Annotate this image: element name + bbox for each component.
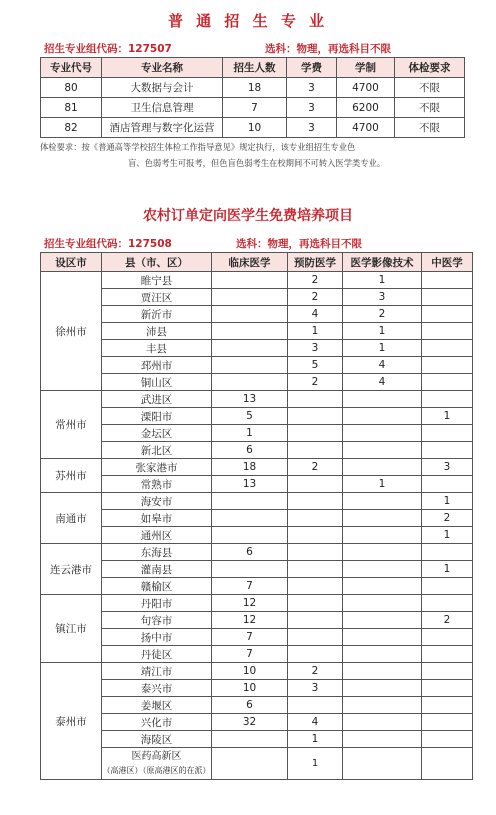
table-cell [343,544,422,561]
table-cell: 7 [212,646,288,663]
rural-medical-table [40,252,473,780]
county-cell: 海安市 [102,493,212,510]
county-cell: 靖江市 [102,663,212,680]
table-cell [422,476,473,493]
table-cell: 3 [288,680,343,697]
county-cell: 金坛区 [102,425,212,442]
table-cell [288,646,343,663]
table-row [41,714,473,731]
table-cell [288,578,343,595]
table-cell [343,459,422,476]
table-cell [343,663,422,680]
note-line-1: 体检要求：按《普通高等学校招生体检工作指导意见》规定执行，该专业组招生专业色 [40,142,356,152]
city-cell: 徐州市 [41,272,102,391]
table-cell [422,357,473,374]
column-header: 学制 [337,58,395,78]
table-row [41,646,473,663]
table-cell [422,544,473,561]
county-cell: 睢宁县 [102,272,212,289]
table-cell: 1 [212,425,288,442]
table-cell [343,646,422,663]
table-row [41,527,473,544]
table-cell: 不限 [395,78,465,98]
table-cell: 酒店管理与数字化运营 [102,118,223,138]
county-cell: 海陵区 [102,731,212,748]
table-cell: 6 [212,697,288,714]
table-cell: 82 [41,118,102,138]
table-cell: 13 [212,476,288,493]
table-cell [422,391,473,408]
table-cell: 2 [288,663,343,680]
table-cell [343,595,422,612]
city-cell: 苏州市 [41,459,102,493]
table-cell: 3 [343,289,422,306]
county-cell: 东海县 [102,544,212,561]
table-row [41,748,473,780]
table-cell: 1 [288,748,343,780]
column-header: 设区市 [41,253,102,272]
table-cell: 2 [288,272,343,289]
county-cell: 兴化市 [102,714,212,731]
table-cell [288,595,343,612]
city-cell: 镇江市 [41,595,102,663]
county-cell: 扬中市 [102,629,212,646]
table-cell: 1 [422,408,473,425]
county-cell: 新沂市 [102,306,212,323]
table-cell [422,680,473,697]
table-cell [212,306,288,323]
column-header: 医学影像技术 [343,253,422,272]
county-cell: 常熟市 [102,476,212,493]
table-cell [212,748,288,780]
note-line-2: 盲、色弱考生可报考，但色盲色弱考生在校期间不可转入医学类专业。 [128,158,386,168]
section1-subjects: 选科：物理，再选科目不限 [265,43,391,55]
city-cell: 南通市 [41,493,102,544]
table-cell: 1 [343,476,422,493]
table-cell: 32 [212,714,288,731]
table-cell [343,731,422,748]
section2-group-code: 招生专业组代码：127508 [44,238,172,250]
table-cell: 18 [223,78,287,98]
section1-title: 普 通 招 生 专 业 [167,12,329,30]
table-cell: 卫生信息管理 [102,98,223,118]
county-cell: 铜山区 [102,374,212,391]
county-cell: 邳州市 [102,357,212,374]
table-cell [212,272,288,289]
table-cell [422,289,473,306]
table-cell [422,323,473,340]
table-row [41,493,473,510]
table-cell [422,340,473,357]
table-cell: 大数据与会计 [102,78,223,98]
section1-group-code: 招生专业组代码：127507 [44,43,172,55]
table-cell [288,493,343,510]
county-cell: 贾汪区 [102,289,212,306]
table-row [41,680,473,697]
table-cell [422,306,473,323]
table-row [41,118,465,138]
county-name: 医药高新区 [131,750,182,762]
table-row [41,578,473,595]
county-subnote: （高港区）（原高港区的在派） [102,765,211,775]
county-cell: 丰县 [102,340,212,357]
table-cell [343,578,422,595]
table-row [41,731,473,748]
table-cell [288,561,343,578]
column-header: 中医学 [422,253,473,272]
section2-subjects: 选科：物理，再选科目不限 [236,238,362,250]
column-header: 体检要求 [395,58,465,78]
table-cell [212,340,288,357]
table-cell: 3 [287,98,337,118]
table-cell [288,476,343,493]
table-cell [343,493,422,510]
table-row [41,323,473,340]
table-cell [343,697,422,714]
table-header-row [41,58,465,78]
table-row [41,595,473,612]
county-cell: 灌南县 [102,561,212,578]
column-header: 专业名称 [102,58,223,78]
table-row [41,459,473,476]
table-cell [212,731,288,748]
table-cell [422,272,473,289]
table-row [41,391,473,408]
table-cell: 6 [212,442,288,459]
table-cell [343,527,422,544]
table-cell [422,731,473,748]
table-cell [288,442,343,459]
table-row [41,442,473,459]
table-row [41,697,473,714]
table-cell [288,510,343,527]
county-cell: 溧阳市 [102,408,212,425]
table-row [41,98,465,118]
table-cell [343,612,422,629]
table-cell [212,323,288,340]
table-cell [212,289,288,306]
county-cell: 姜堰区 [102,697,212,714]
table-cell: 2 [422,510,473,527]
physical-exam-note [40,139,464,171]
table-cell [422,442,473,459]
table-cell: 3 [287,78,337,98]
table-cell: 1 [288,731,343,748]
county-cell: 如皋市 [102,510,212,527]
table-cell: 3 [422,459,473,476]
table-cell: 4 [343,357,422,374]
table-cell [288,697,343,714]
table-cell: 7 [223,98,287,118]
table-cell: 5 [288,357,343,374]
table-cell: 6 [212,544,288,561]
table-row [41,408,473,425]
table-cell [422,748,473,780]
table-cell: 1 [422,493,473,510]
table-cell [343,510,422,527]
column-header: 学费 [287,58,337,78]
table-row [41,476,473,493]
county-cell: 丹徒区 [102,646,212,663]
column-header: 专业代号 [41,58,102,78]
section2-title: 农村订单定向医学生免费培养项目 [143,208,353,224]
table-cell: 10 [212,680,288,697]
table-cell [212,561,288,578]
table-cell [343,629,422,646]
table-cell: 2 [343,306,422,323]
table-cell [422,374,473,391]
table-cell [343,561,422,578]
table-cell: 2 [422,612,473,629]
county-cell: 新北区 [102,442,212,459]
city-cell: 泰州市 [41,663,102,780]
table-cell: 81 [41,98,102,118]
table-cell: 7 [212,578,288,595]
table-cell: 1 [343,340,422,357]
table-cell: 4 [343,374,422,391]
column-header: 预防医学 [288,253,343,272]
table-row [41,306,473,323]
table-row [41,612,473,629]
table-cell: 10 [212,663,288,680]
table-cell: 不限 [395,98,465,118]
county-cell: 通州区 [102,527,212,544]
table-cell: 4 [288,306,343,323]
table-header-row [41,253,473,272]
table-cell [343,714,422,731]
table-cell [288,425,343,442]
table-cell: 3 [287,118,337,138]
table-row [41,289,473,306]
table-cell: 5 [212,408,288,425]
table-cell [288,612,343,629]
table-row [41,510,473,527]
table-cell: 80 [41,78,102,98]
table-cell [422,578,473,595]
table-cell [343,748,422,780]
table-row [41,629,473,646]
table-cell: 7 [212,629,288,646]
table-row [41,374,473,391]
table-cell [422,425,473,442]
table-cell: 18 [212,459,288,476]
table-row [41,340,473,357]
county-cell: 武进区 [102,391,212,408]
table-cell [343,408,422,425]
table-cell [288,527,343,544]
table-row [41,272,473,289]
city-cell: 连云港市 [41,544,102,595]
column-header: 县（市、区） [102,253,212,272]
table-cell [212,510,288,527]
table-cell [343,391,422,408]
county-cell: 丹阳市 [102,595,212,612]
table-cell: 13 [212,391,288,408]
table-cell: 4 [288,714,343,731]
table-cell [212,374,288,391]
table-cell [422,697,473,714]
table-row [41,561,473,578]
table-cell [422,714,473,731]
table-cell [343,442,422,459]
table-cell [343,425,422,442]
table-cell: 6200 [337,98,395,118]
table-cell [422,646,473,663]
table-cell [288,391,343,408]
column-header: 临床医学 [212,253,288,272]
table-cell: 1 [343,272,422,289]
table-cell [212,493,288,510]
table-cell: 不限 [395,118,465,138]
county-cell: 赣榆区 [102,578,212,595]
table-cell [288,629,343,646]
column-header: 招生人数 [223,58,287,78]
table-row [41,663,473,680]
table-cell [212,527,288,544]
table-cell: 3 [288,340,343,357]
table-cell [212,357,288,374]
table-cell: 4700 [337,78,395,98]
general-majors-table [40,57,465,138]
table-row [41,357,473,374]
table-cell: 1 [288,323,343,340]
table-row [41,425,473,442]
table-cell: 2 [288,289,343,306]
county-cell [102,748,212,780]
table-cell: 1 [422,527,473,544]
table-cell: 1 [422,561,473,578]
table-cell: 4700 [337,118,395,138]
county-cell: 句容市 [102,612,212,629]
table-cell: 2 [288,374,343,391]
city-cell: 常州市 [41,391,102,459]
table-cell [288,408,343,425]
table-cell: 1 [343,323,422,340]
county-cell: 泰兴市 [102,680,212,697]
table-cell: 12 [212,612,288,629]
table-cell [422,595,473,612]
table-cell: 2 [288,459,343,476]
table-cell: 12 [212,595,288,612]
table-row [41,544,473,561]
county-cell: 沛县 [102,323,212,340]
county-cell: 张家港市 [102,459,212,476]
table-cell [422,629,473,646]
table-cell [343,680,422,697]
table-cell: 10 [223,118,287,138]
table-cell [288,544,343,561]
table-cell [422,663,473,680]
table-row [41,78,465,98]
